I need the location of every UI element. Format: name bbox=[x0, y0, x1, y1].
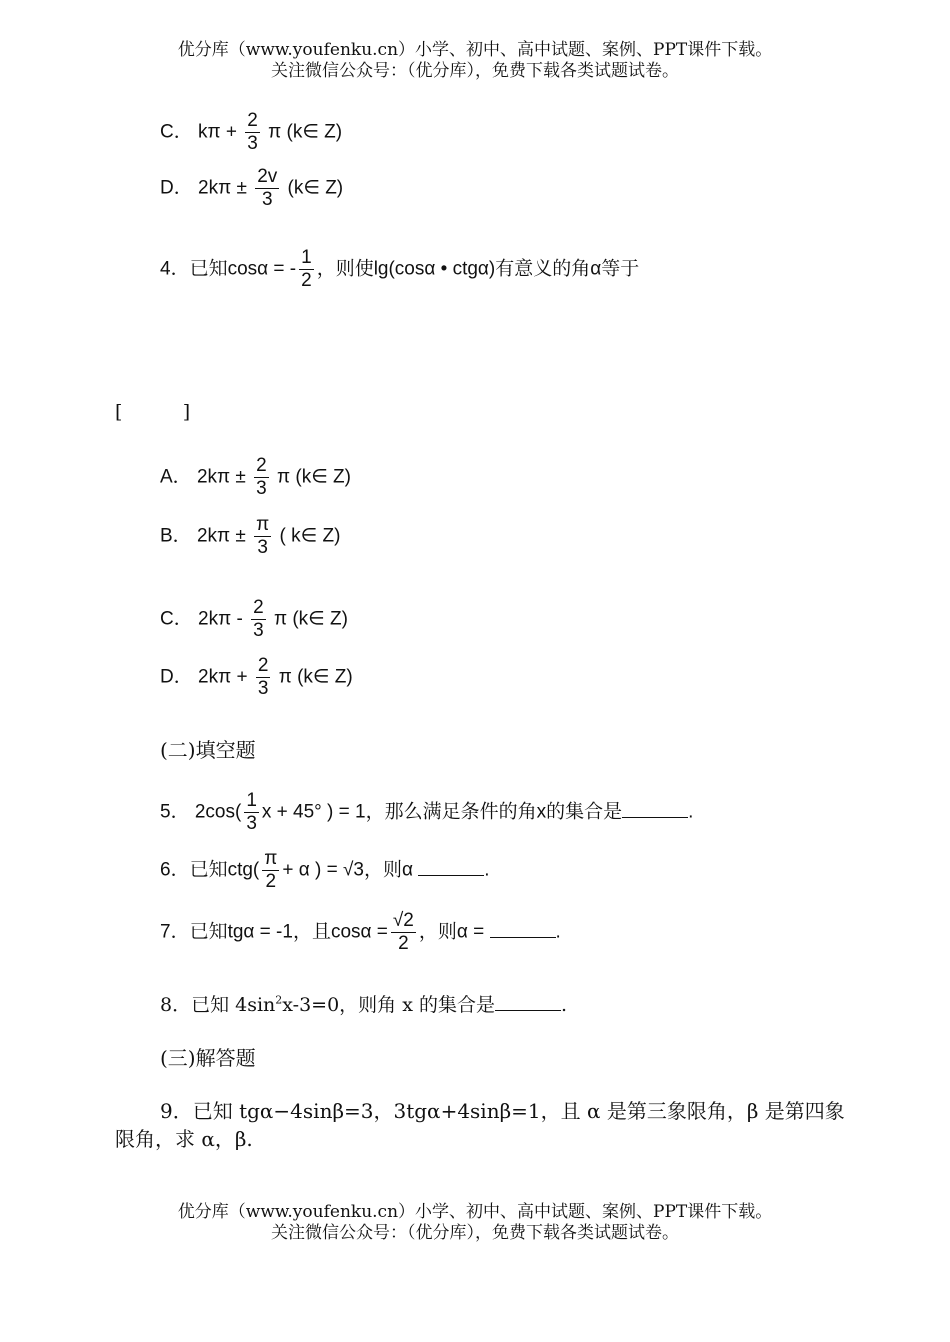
fraction: $\frac{\pi}{2}$ bbox=[264, 848, 278, 892]
q3-option-d: D． 2kπ ± $\frac{2v}{3}$ (k∈ Z) bbox=[160, 166, 344, 210]
q4-option-a: A． 2kπ ± $\frac{2}{3}$ π (k∈ Z) bbox=[160, 455, 351, 499]
footer-line-1: 优分库（www.youfenku.cn）小学、初中、高中试题、案例、PPT课件下载。 bbox=[177, 1202, 773, 1222]
answer-blank[interactable] bbox=[495, 992, 561, 1011]
page-footer bbox=[0, 1202, 950, 1244]
header-line-2: 关注微信公众号：（优分库），免费下载各类试题试卷。 bbox=[271, 61, 679, 81]
fraction: $\frac{2}{3}$ bbox=[247, 110, 258, 154]
fraction: $\frac{√2}{2}$ bbox=[392, 910, 414, 954]
q4-option-c: C． 2kπ - $\frac{2}{3}$ π (k∈ Z) bbox=[160, 597, 348, 641]
fraction: $\frac{2v}{3}$ bbox=[257, 166, 278, 210]
section-answer: (三)解答题 bbox=[160, 1046, 256, 1070]
question-5: 5． 2cos( $\frac{1}{3}$ x + 45° ) = 1，那么满足条件的角x的集合是 . bbox=[160, 790, 694, 834]
question-9-line-1: 9．已知 tgα−4sinβ=3，3tgα+4sinβ=1，且 α 是第三象限角，β 是第四象 bbox=[160, 1099, 845, 1123]
q4-stem: 4．已知cosα = - $\frac{1}{2}$ ，则使lg(cosα • ctgα)有意义的角α等于 bbox=[160, 247, 640, 291]
question-6: 6．已知ctg( $\frac{\pi}{2}$ + α ) = √3，则α . bbox=[160, 848, 490, 892]
section-fill-in: (二)填空题 bbox=[160, 738, 256, 762]
header-line-1: 优分库（www.youfenku.cn）小学、初中、高中试题、案例、PPT课件下载。 bbox=[177, 40, 773, 60]
answer-blank[interactable] bbox=[622, 799, 688, 818]
question-8: 8．已知 $4\sin^2x-3=0$，则角 x 的集合是 . bbox=[160, 993, 568, 1016]
fraction: $\frac{1}{2}$ bbox=[301, 247, 312, 291]
answer-blank[interactable] bbox=[418, 857, 484, 876]
q3-option-c: C． kπ + $\frac{2}{3}$ π (k∈ Z) bbox=[160, 110, 343, 154]
fraction: $\frac{2}{3}$ bbox=[253, 597, 264, 641]
fraction: $\frac{2}{3}$ bbox=[256, 455, 267, 499]
fraction: $\frac{1}{3}$ bbox=[246, 790, 257, 834]
page-header bbox=[0, 40, 950, 82]
fraction: $\frac{\pi}{3}$ bbox=[256, 514, 270, 558]
question-7: 7．已知tgα = -1，且cosα = $\frac{√2}{2}$ ，则α = . bbox=[160, 910, 561, 954]
q4-option-b: B． 2kπ ± $\frac{\pi}{3}$ ( k∈ Z) bbox=[160, 514, 341, 558]
q4-option-d: D． 2kπ + $\frac{2}{3}$ π (k∈ Z) bbox=[160, 655, 353, 699]
answer-bracket: [ ] bbox=[115, 401, 191, 423]
fraction: $\frac{2}{3}$ bbox=[257, 655, 269, 699]
answer-blank[interactable] bbox=[490, 919, 556, 938]
question-9-line-2: 限角，求 α，β. bbox=[115, 1127, 253, 1151]
footer-line-2: 关注微信公众号：（优分库），免费下载各类试题试卷。 bbox=[271, 1223, 679, 1243]
